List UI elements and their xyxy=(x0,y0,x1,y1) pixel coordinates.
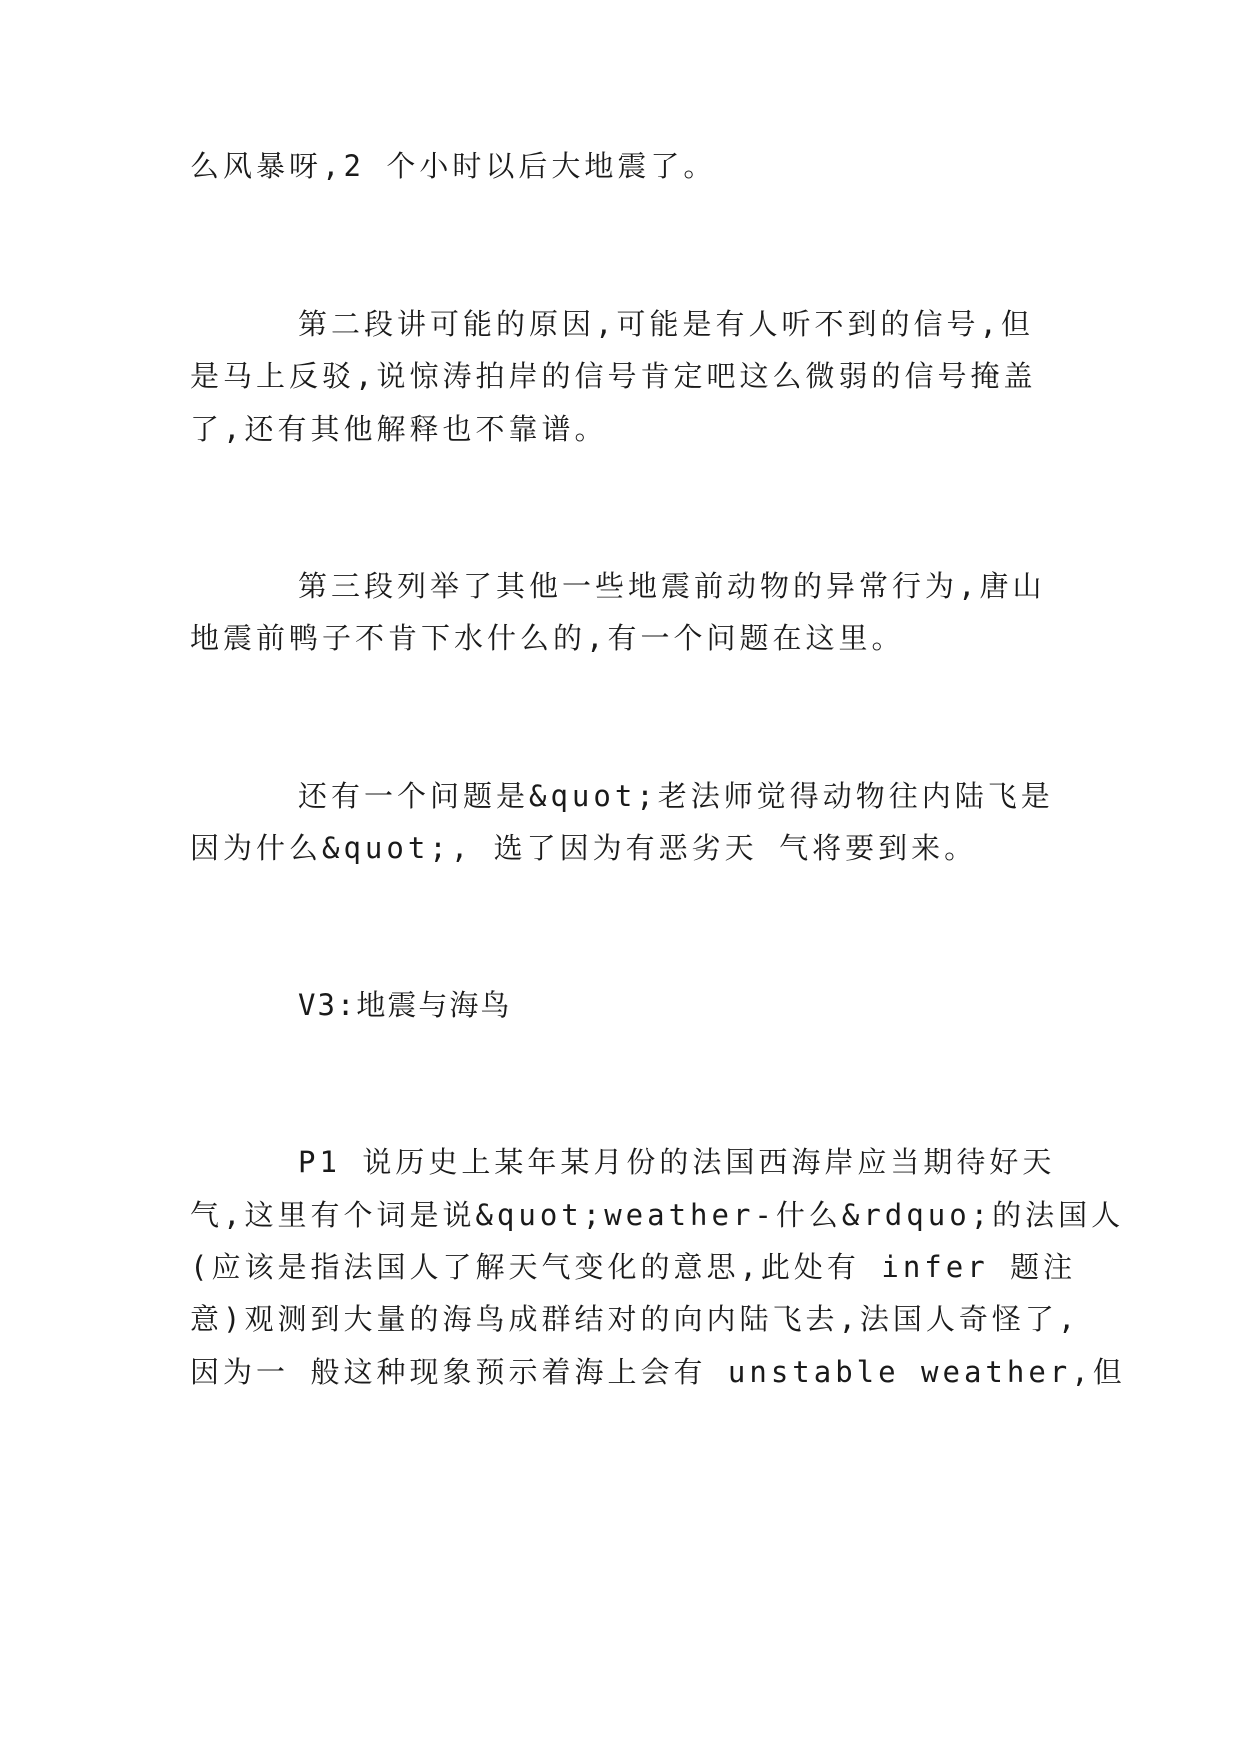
paragraph-3-line-1: 还有一个问题是&quot;老法师觉得动物往内陆飞是 xyxy=(298,779,1054,813)
paragraph-3-line-2: 因为什么&quot;, 选了因为有恶劣天 气将要到来。 xyxy=(190,831,978,865)
paragraph-4-line-4: 意)观测到大量的海鸟成群结对的向内陆飞去,法国人奇怪了, xyxy=(190,1302,1080,1336)
paragraph-2-line-1: 第三段列举了其他一些地震前动物的异常行为,唐山 xyxy=(298,569,1046,603)
paragraph-1-line-2: 是马上反驳,说惊涛拍岸的信号肯定吧这么微弱的信号掩盖 xyxy=(190,359,1037,393)
paragraph-4-line-1: P1 说历史上某年某月份的法国西海岸应当期待好天 xyxy=(298,1145,1056,1179)
paragraph-1-line-3: 了,还有其他解释也不靠谱。 xyxy=(190,412,608,446)
paragraph-4-line-2: 气,这里有个词是说&quot;weather-什么&rdquo;的法国人 xyxy=(190,1198,1125,1232)
paragraph-4-line-5: 因为一 般这种现象预示着海上会有 unstable weather,但 xyxy=(190,1355,1126,1389)
paragraph-2-line-2: 地震前鸭子不肯下水什么的,有一个问题在这里。 xyxy=(190,621,905,655)
paragraph-4-line-3: (应该是指法国人了解天气变化的意思,此处有 infer 题注 xyxy=(190,1250,1077,1284)
paragraph-1-line-1: 第二段讲可能的原因,可能是有人听不到的信号,但 xyxy=(298,307,1034,341)
paragraph-0-line-1: 么风暴呀,2 个小时以后大地震了。 xyxy=(190,149,717,183)
section-heading: V3:地震与海鸟 xyxy=(298,988,512,1022)
